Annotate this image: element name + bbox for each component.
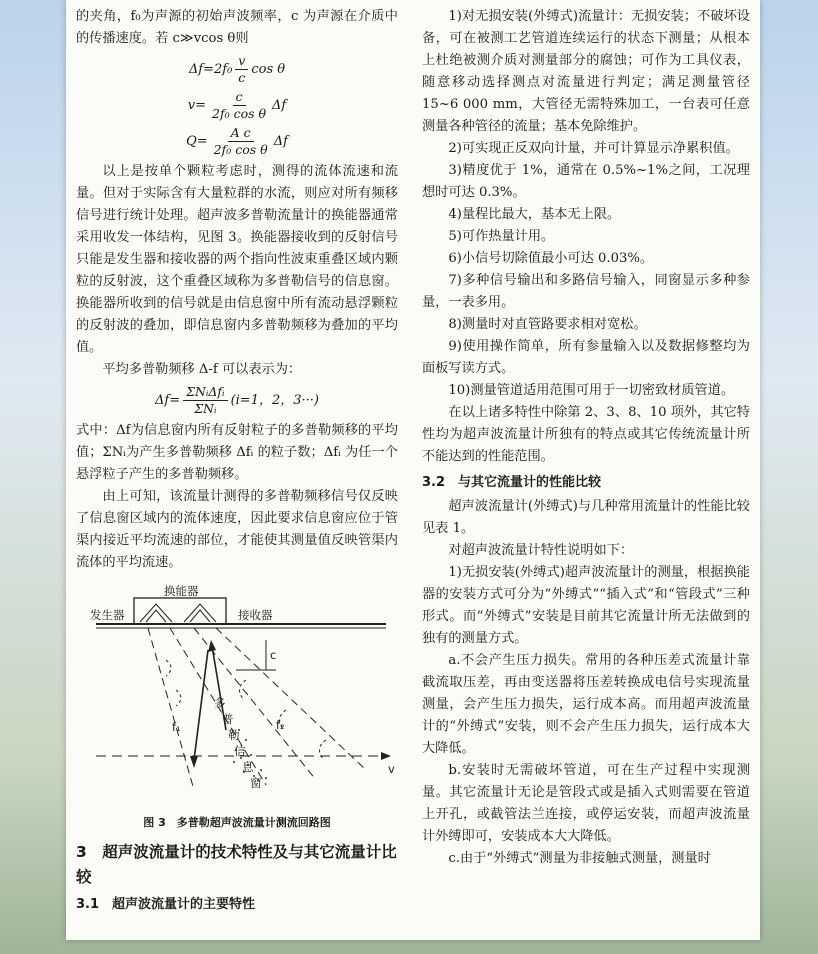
paragraph: 对超声波流量计特性说明如下：	[448, 543, 634, 558]
paragraph: 平均多普勒频移 Δ-f 可以表示为：	[102, 362, 302, 377]
paragraph: a.不会产生压力损失。常用的各种压差式流量计靠截流取压差，再由变送器将压差转换成电信号实现流量测量，会产生压力损失，运行成本高。而用超声波流量计的“外缚式”安装，则不会产生压力损失，运行成本大大降低。	[422, 653, 750, 756]
denominator: 2f₀ cos θ	[213, 142, 268, 157]
list-item: 9)使用操作简单，所有参量输入以及数据修整均为面板写读方式。	[422, 339, 750, 376]
window-label-2: 普	[222, 712, 234, 726]
paragraph: 的夹角，f₀为声源的初始声波频率，c 为声源在介质中的传播速度。若 c≫vcos θ则	[76, 9, 398, 46]
window-label-6: 窗	[250, 776, 262, 790]
eq-lhs: Δf=	[155, 392, 181, 408]
f1-label: f₁	[172, 720, 181, 734]
equation-1	[76, 53, 398, 86]
eq-lhs: Q=	[186, 133, 208, 149]
right-column	[422, 6, 750, 870]
paper-page	[66, 0, 760, 940]
f2-label: f₂	[276, 718, 285, 732]
figure-caption: 图 3 多普勒超声波流量计测流回路图	[143, 816, 331, 829]
paragraph: 1)无损安装(外缚式)超声波流量计的测量，根据换能器的安装方式可分为“外缚式”“插入式”和“管段式”三种形式。而“外缚式”安装是目前其它流量计所无法做到的独有的测量方式。	[422, 565, 750, 646]
paragraph: c.由于“外缚式”测量为非接触式测量，测量时	[448, 851, 711, 866]
list-item: 4)量程比最大，基本无上限。	[448, 207, 621, 222]
numerator: c	[233, 89, 246, 106]
subsection-heading: 3.2 与其它流量计的性能比较	[422, 475, 602, 490]
list-item: 2)可实现正反双向计量，并可计算显示净累积值。	[448, 141, 739, 156]
equation-2	[76, 89, 398, 122]
fraction	[183, 384, 227, 417]
paragraph: 由上可知，该流量计测得的多普勒频移信号仅反映了信息窗区域内的流体速度，因此要求信息窗应位于管渠内接近平均流速的部位，才能使其测量值反映管渠内流体的平均流速。	[76, 489, 398, 570]
fraction	[235, 53, 248, 86]
eq-tail: Δf	[272, 97, 287, 113]
window-label-1: 多	[214, 696, 226, 710]
list-item: 3)精度优于 1%，通常在 0.5%~1%之间，工况理想时可达 0.3%。	[422, 163, 750, 200]
transducer-label: 换能器	[164, 584, 199, 598]
paragraph: b.安装时无需破坏管道，可在生产过程中实现测量。其它流量计无论是管段式或是插入式则需要在管道上开孔，或截管法兰连接，或停运安装，而超声波流量计外缚即可，安装成本大大降低。	[422, 763, 750, 844]
paragraph: 以上是按单个颗粒考虑时，测得的流体流速和流量。但对于实际含有大量粒群的水流，则应对所有频移信号进行统计处理。超声波多普勒流量计的换能器通常采用收发一体结构，见图 3。换能器接收到的反射信号只能是发生器和接收器的两个指向性波束重叠区域内颗粒的反射波，这个重叠区域称为多普勒信号的信息窗。换能器所收到的信号就是由信息窗中所有流动悬浮颗粒的反射波的叠加，即信息窗内多普勒频移为叠加的平均值。	[76, 164, 398, 355]
numerator: v	[235, 53, 248, 70]
generator-label: 发生器	[90, 608, 125, 622]
paragraph: 式中：Δf为信息窗内所有反射粒子的多普勒频移的平均值；ΣNᵢ为产生多普勒频移 Δfᵢ 的粒子数；Δfᵢ 为任一个悬浮粒子产生的多普勒频移。	[76, 423, 398, 482]
equation-3	[76, 125, 398, 158]
section-heading: 3 超声波流量计的技术特性及与其它流量计比较	[76, 843, 397, 886]
window-label-3: 勒	[228, 728, 240, 742]
list-item: 5)可作热量计用。	[448, 229, 555, 244]
list-item: 8)测量时对直管路要求相对宽松。	[448, 317, 647, 332]
eq-tail: (i=1，2，3···)	[230, 392, 319, 408]
denominator: 2f₀ cos θ	[212, 106, 267, 121]
numerator: A c	[228, 125, 254, 142]
eq-tail: cos θ	[251, 61, 286, 77]
eq-lhs: v=	[187, 97, 207, 113]
paragraph: 在以上诸多特性中除第 2、3、8、10 项外，其它特性均为超声波流量计所独有的特点或其它传统流量计所不能达到的性能范围。	[422, 405, 750, 464]
list-item: 7)多种信号输出和多路信号输入，同窗显示多种参量，一表多用。	[422, 273, 750, 310]
paragraph: 超声波流量计(外缚式)与几种常用流量计的性能比较见表 1。	[422, 499, 750, 536]
numerator: ΣNᵢΔfᵢ	[183, 384, 227, 401]
denominator: c	[238, 70, 246, 85]
fraction	[211, 125, 271, 158]
figure-3-diagram	[76, 580, 398, 810]
fraction	[209, 89, 269, 122]
list-item: 1)对无损安装(外缚式)流量计：无损安装；不破坏设备，可在被测工艺管道连续运行的状态下测量；从根本上杜绝被测介质对测量部分的腐蚀；可作为工具仪表，随意移动选择测点对流量进行判定；满足测量管径 15~6 000 mm，大管径无需特殊加工，一台表可任意测量各种管径的流量；基本免除维护。	[422, 9, 750, 134]
c-label: c	[270, 648, 277, 662]
left-column	[76, 6, 398, 918]
list-item: 6)小信号切除值最小可达 0.03%。	[448, 251, 654, 266]
eq-tail: Δf	[273, 133, 288, 149]
eq-lhs: Δf=2f₀	[188, 61, 233, 77]
receiver-label: 接收器	[238, 608, 273, 622]
window-label-5: 息	[242, 760, 254, 774]
v-label: v	[388, 762, 395, 776]
window-label-4: 信	[234, 744, 246, 758]
list-item: 10)测量管道适用范围可用于一切密致材质管道。	[448, 383, 735, 398]
subsection-heading: 3.1 超声波流量计的主要特性	[76, 897, 256, 912]
equation-4	[76, 384, 398, 417]
denominator: ΣNᵢ	[194, 401, 217, 416]
